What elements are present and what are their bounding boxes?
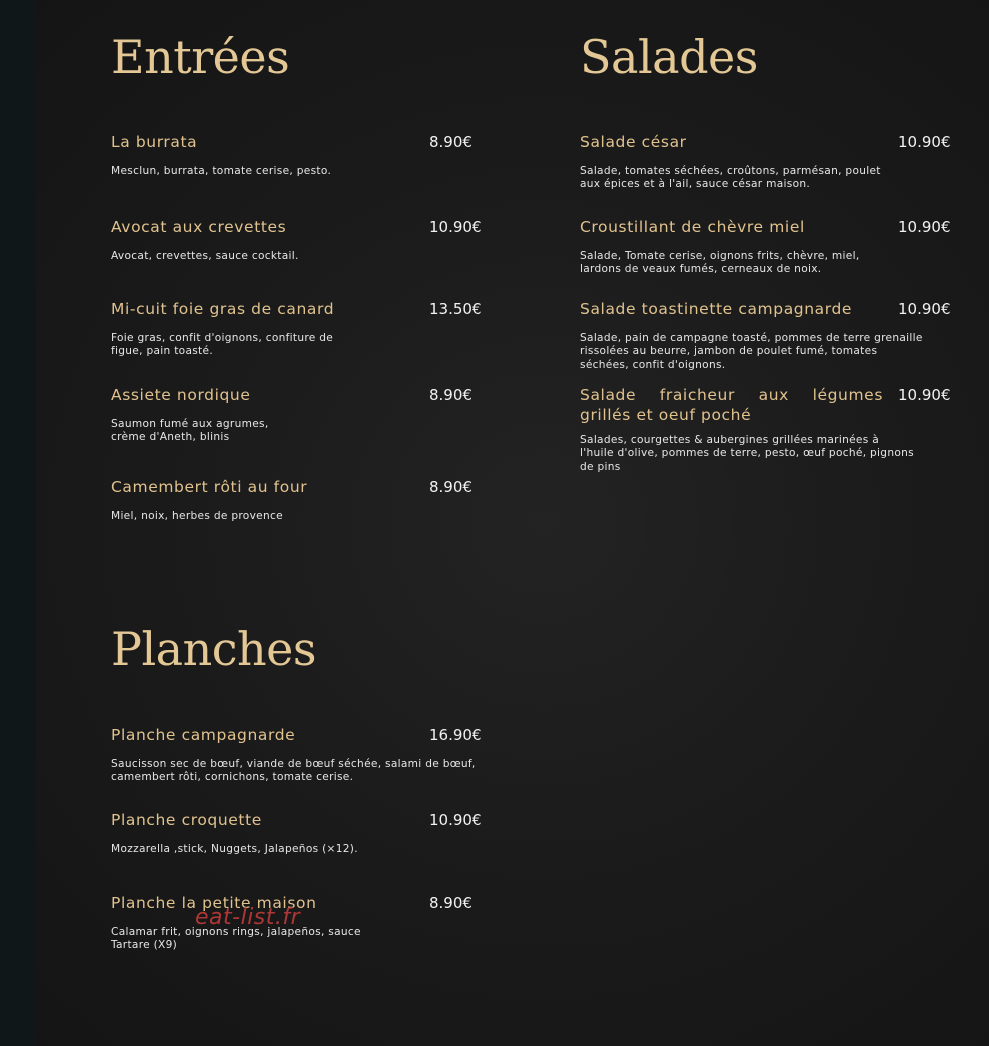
item-description: Saumon fumé aux agrumes, crème d'Aneth, blinis <box>111 418 269 444</box>
item-name: Planche croquette <box>111 811 262 829</box>
item-name: Camembert rôti au four <box>111 478 308 496</box>
menu-item <box>111 893 501 955</box>
item-price: 10.90€ <box>898 218 951 236</box>
menu-item <box>111 810 501 860</box>
item-name: La burrata <box>111 133 198 151</box>
item-description: Salades, courgettes & aubergines grillées marinées à l'huile d'olive, pommes de terre, pesto, œuf poché, pignons de pins <box>580 434 914 473</box>
item-description: Salade, tomates séchées, croûtons, parmésan, poulet aux épices et à l'ail, sauce césar maison. <box>580 165 881 191</box>
item-price: 8.90€ <box>429 386 472 404</box>
item-name: Salade toastinette campagnarde <box>580 300 853 318</box>
item-price: 10.90€ <box>429 218 482 236</box>
item-price: 8.90€ <box>429 133 472 151</box>
watermark: eat-list.fr <box>195 905 301 930</box>
item-price: 10.90€ <box>429 811 482 829</box>
item-price: 13.50€ <box>429 300 482 318</box>
item-name: Planche campagnarde <box>111 726 296 744</box>
item-price: 8.90€ <box>429 894 472 912</box>
item-description: Foie gras, confit d'oignons, confiture de figue, pain toasté. <box>111 332 334 358</box>
item-description: Avocat, crevettes, sauce cocktail. <box>111 250 299 262</box>
item-price: 16.90€ <box>429 726 482 744</box>
item-price: 10.90€ <box>898 386 951 404</box>
section-title-salades: Salades <box>580 30 758 84</box>
menu-item <box>580 299 955 375</box>
section-title-planches: Planches <box>111 622 316 676</box>
item-description: Salade, pain de campagne toasté, pommes de terre grenaille rissolées au beurre, jambon de poulet fumé, tomates séchées, confit d'oignons. <box>580 332 923 371</box>
menu-item <box>111 477 491 527</box>
item-name: Assiete nordique <box>111 386 251 404</box>
item-name: Croustillant de chèvre miel <box>580 218 805 236</box>
item-description: Salade, Tomate cerise, oignons frits, chèvre, miel, lardons de veaux fumés, cerneaux de noix. <box>580 250 860 276</box>
menu-item <box>111 725 501 787</box>
item-description: Saucisson sec de bœuf, viande de bœuf séchée, salami de bœuf, camembert rôti, cornichons, tomate cerise. <box>111 758 476 784</box>
item-description: Calamar frit, oignons rings, jalapeños, sauce Tartare (X9) <box>111 926 361 952</box>
item-description: Mesclun, burrata, tomate cerise, pesto. <box>111 165 332 177</box>
item-description: Mozzarella ,stick, Nuggets, Jalapeños (×12). <box>111 843 358 855</box>
menu-item <box>580 385 955 479</box>
item-name: Salade césar <box>580 133 687 151</box>
menu-item <box>111 385 491 449</box>
item-name: Planche la petite maison <box>111 894 317 912</box>
menu-item <box>111 132 491 182</box>
left-edge-strip <box>0 0 36 1046</box>
section-title-entrees: Entrées <box>111 30 290 84</box>
menu-item <box>111 299 491 363</box>
item-description: Miel, noix, herbes de provence <box>111 510 283 522</box>
item-price: 10.90€ <box>898 300 951 318</box>
item-price: 8.90€ <box>429 478 472 496</box>
item-price: 10.90€ <box>898 133 951 151</box>
item-name: Mi-cuit foie gras de canard <box>111 300 335 318</box>
item-name: Salade fraicheur aux légumes grillés et oeuf poché <box>580 386 883 424</box>
menu-item <box>580 217 955 281</box>
menu-item <box>111 217 491 267</box>
menu-item <box>580 132 955 196</box>
item-name: Avocat aux crevettes <box>111 218 287 236</box>
